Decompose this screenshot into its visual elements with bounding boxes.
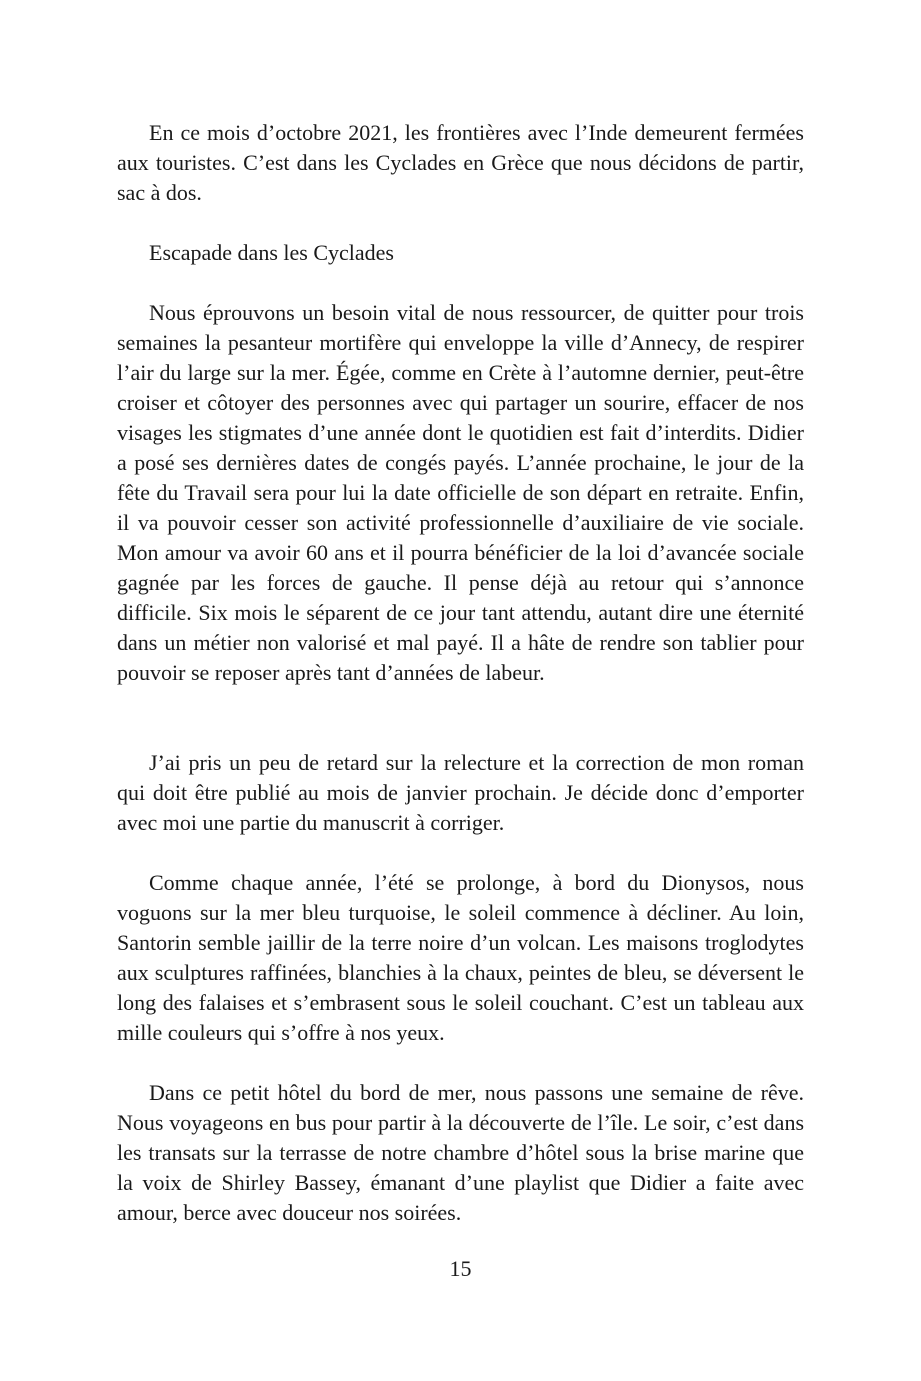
paragraph-manuscrit bbox=[117, 748, 804, 838]
paragraph-intro bbox=[117, 118, 804, 208]
section-heading bbox=[117, 238, 804, 268]
paragraph-text: En ce mois d’octobre 2021, les frontières avec l’Inde demeurent fermées aux touristes. C’est dans les Cyclades en Grèce que nous décidons de partir, sac à dos. bbox=[117, 120, 804, 205]
paragraph-text: Comme chaque année, l’été se prolonge, à bord du Dionysos, nous voguons sur la mer bleu turquoise, le soleil commence à décliner. Au loin, Santorin semble jaillir de la terre noire d’un volcan. Les maisons troglodytes aux sculptures raffinées, blanchies à la chaux, peintes de bleu, se déversent le long des falaises et s’embrasent sous le soleil couchant. C’est un tableau aux mille couleurs qui s’offre à nos yeux. bbox=[117, 870, 804, 1045]
paragraph-santorin bbox=[117, 868, 804, 1048]
page-number: 15 bbox=[449, 1256, 472, 1281]
paragraph-hotel bbox=[117, 1078, 804, 1228]
paragraph-ressourcer bbox=[117, 298, 804, 688]
section-heading-text: Escapade dans les Cyclades bbox=[149, 240, 394, 265]
paragraph-text: Dans ce petit hôtel du bord de mer, nous passons une semaine de rêve. Nous voyageons en bus pour partir à la découverte de l’île. Le soir, c’est dans les transats sur la terrasse de notre chambre d’hôtel sous la brise marine que la voix de Shirley Bassey, émanant d’une playlist que Didier a faite avec amour, berce avec douceur nos soirées. bbox=[117, 1080, 804, 1225]
paragraph-text: Nous éprouvons un besoin vital de nous ressourcer, de quitter pour trois semaines la pesanteur mortifère qui enveloppe la ville d’Annecy, de respirer l’air du large sur la mer. Égée, comme en Crète à l’automne dernier, peut-être croiser et côtoyer des personnes avec qui partager un sourire, effacer de nos visages les stigmates d’une année dont le quotidien est fait d’interdits. Didier a posé ses dernières dates de congés payés. L’année prochaine, le jour de la fête du Travail sera pour lui la date officielle de son départ en retraite. Enfin, il va pouvoir cesser son activité professionnelle d’auxiliaire de vie sociale. Mon amour va avoir 60 ans et il pourra bénéficier de la loi d’avancée sociale gagnée par les forces de gauche. Il pense déjà au retour qui s’annonce difficile. Six mois le séparent de ce jour tant attendu, autant dire une éternité dans un métier non valorisé et mal payé. Il a hâte de rendre son tablier pour pouvoir se reposer après tant d’années de labeur. bbox=[117, 300, 804, 685]
paragraph-text: J’ai pris un peu de retard sur la relecture et la correction de mon roman qui doit être publié au mois de janvier prochain. Je décide donc d’emporter avec moi une partie du manuscrit à corriger. bbox=[117, 750, 804, 835]
